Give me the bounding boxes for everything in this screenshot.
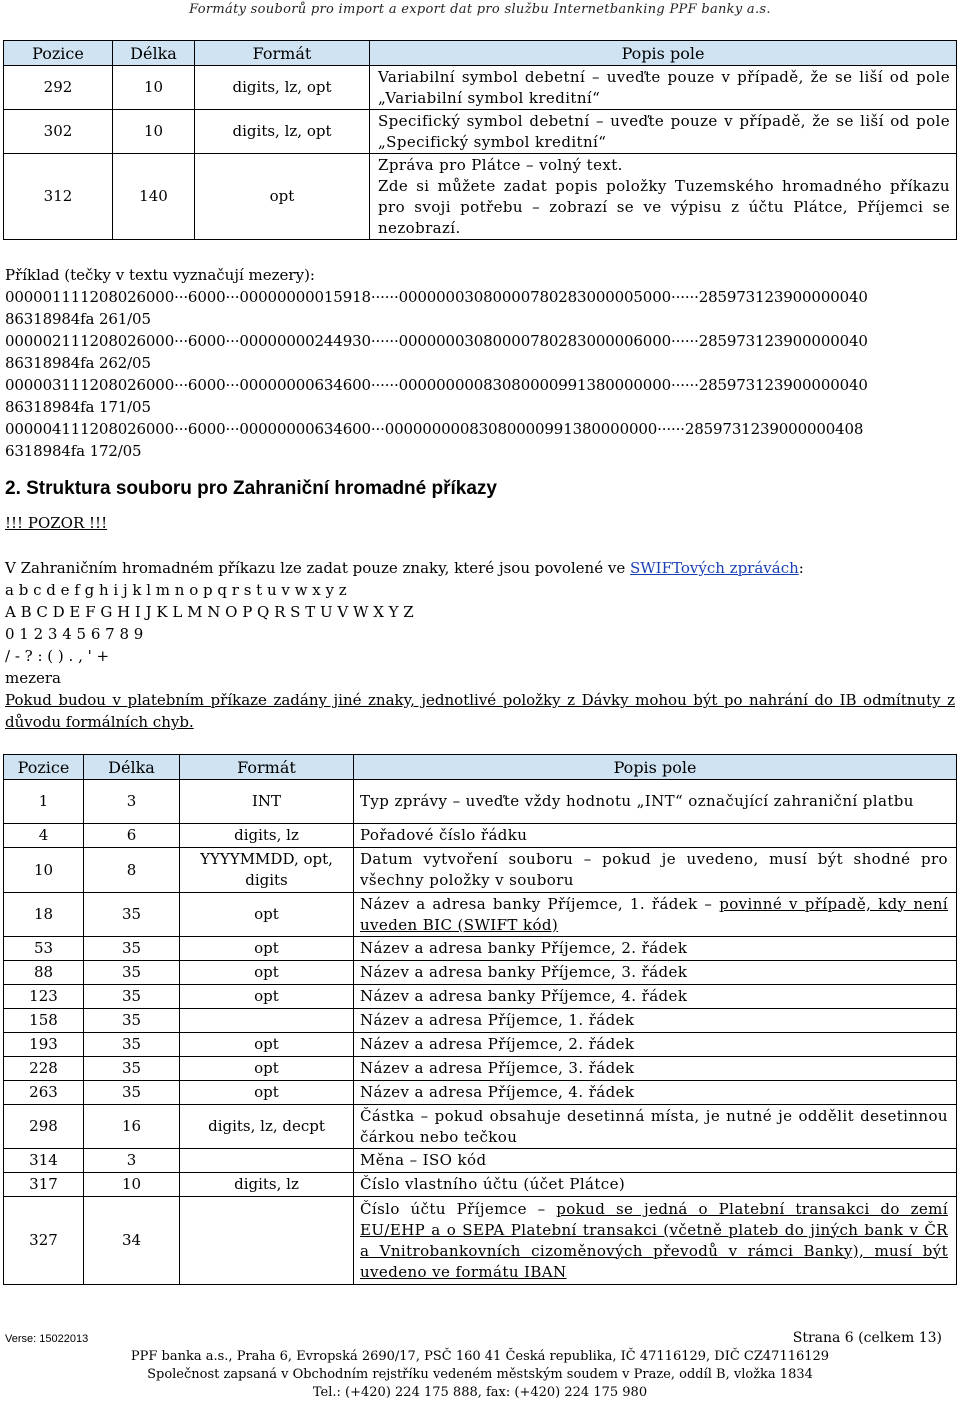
description-text: Název a adresa Příjemce, 3. řádek — [360, 1059, 635, 1077]
cell-format: digits, lz, opt — [195, 110, 370, 154]
cell-format: INT — [180, 780, 354, 824]
description-text: Název a adresa Příjemce, 1. řádek — [360, 1011, 635, 1029]
description-emphasis: pokud se jedná o Platební transakci do zemí EU/EHP a o SEPA Platební transakci (včetně plateb do jiných bank v ČR a Vnitrobankovních cizoměnových převodů v rámci Banky), musí být uvedeno ve formátu IBAN — [360, 1199, 948, 1281]
description-text: Měna – ISO kód — [360, 1151, 487, 1169]
cell-position: 53 — [4, 937, 84, 961]
example-line: 86318984fa 262/05 — [5, 354, 151, 372]
document-version: Verse: 15022013 — [5, 1333, 89, 1345]
cell-position: 228 — [4, 1057, 84, 1081]
col-header-length: Délka — [84, 755, 180, 780]
footer-line: PPF banka a.s., Praha 6, Evropská 2690/17, PSČ 160 41 Česká republika, IČ 47116129, DIČ CZ47116129 — [130, 1349, 830, 1364]
description-text: Název a adresa Příjemce, 4. řádek — [360, 1083, 635, 1101]
domestic-fields-table-continued — [3, 40, 957, 240]
description-line-1: Zpráva pro Plátce – volný text. — [378, 155, 623, 174]
cell-length: 16 — [84, 1105, 180, 1149]
cell-format: opt — [180, 1081, 354, 1105]
description-text: Název a adresa Příjemce, 2. řádek — [360, 1035, 635, 1053]
swift-intro-colon: : — [798, 559, 804, 577]
table-row — [4, 1009, 957, 1033]
cell-description — [354, 1033, 957, 1057]
description-text: Typ zprávy – uveďte vždy hodnotu „INT“ označující zahraniční platbu — [360, 792, 914, 810]
col-header-format: Formát — [195, 41, 370, 66]
cell-length: 8 — [84, 848, 180, 893]
cell-description — [354, 985, 957, 1009]
table-row — [4, 1173, 957, 1197]
cell-format: YYYYMMDD, opt, digits — [180, 848, 354, 893]
cell-length: 35 — [84, 1081, 180, 1105]
rejection-warning: Pokud budou v platebním příkaze zadány jiné znaky, jednotlivé položky z Dávky mohou být po nahrání do IB odmítnuty z důvodu formálních chyb. — [5, 691, 955, 731]
cell-description — [354, 937, 957, 961]
table-header-row — [4, 755, 957, 780]
table-row — [4, 1197, 957, 1285]
table-row — [4, 1057, 957, 1081]
table-header-row — [4, 41, 957, 66]
description-line-2: Zde si můžete zadat popis položky Tuzemského hromadného příkazu pro svoji potřebu – zobrazí se ve výpisu z účtu Plátce, Příjemci se nezobrazí. — [378, 176, 950, 237]
cell-format: opt — [180, 1033, 354, 1057]
cell-format: digits, lz, decpt — [180, 1105, 354, 1149]
cell-position: 4 — [4, 824, 84, 848]
cell-description — [370, 154, 957, 240]
cell-length: 35 — [84, 1057, 180, 1081]
description-text: Datum vytvoření souboru – pokud je uvedeno, musí být shodné pro všechny položky v souboru — [360, 850, 948, 889]
cell-length: 34 — [84, 1197, 180, 1285]
swift-intro-text: V Zahraničním hromadném příkazu lze zadat pouze znaky, které jsou povolené ve — [5, 559, 630, 577]
cell-format: digits, lz — [180, 1173, 354, 1197]
cell-length: 140 — [113, 154, 195, 240]
table-row — [4, 110, 957, 154]
cell-format: opt — [180, 893, 354, 937]
example-line: 86318984fa 171/05 — [5, 398, 151, 416]
description-text: Částka – pokud obsahuje desetinná místa, je nutné je oddělit desetinnou čárkou nebo tečkou — [360, 1106, 948, 1146]
footer-line: Tel.: (+420) 224 175 888, fax: (+420) 224 175 980 — [312, 1385, 648, 1400]
description-text: Název a adresa banky Příjemce, 4. řádek — [360, 987, 688, 1005]
cell-description — [354, 1105, 957, 1149]
example-line: 86318984fa 261/05 — [5, 310, 151, 328]
cell-length: 6 — [84, 824, 180, 848]
cell-format — [180, 1009, 354, 1033]
cell-position: 327 — [4, 1197, 84, 1285]
cell-format: opt — [180, 985, 354, 1009]
col-header-description: Popis pole — [370, 41, 957, 66]
cell-position: 317 — [4, 1173, 84, 1197]
swift-charset-block — [5, 557, 955, 733]
col-header-length: Délka — [113, 41, 195, 66]
table-row — [4, 893, 957, 937]
cell-format: opt — [180, 961, 354, 985]
example-line: 000003111208026000···6000···00000000634600······00000000083080000991380000000······285973123900000040 — [5, 376, 868, 394]
description-emphasis: povinné v případě, kdy není uveden BIC (SWIFT kód) — [360, 894, 948, 934]
cell-position: 302 — [4, 110, 113, 154]
cell-format — [180, 1149, 354, 1173]
description-text: Název a adresa banky Příjemce, 3. řádek — [360, 963, 688, 981]
cell-position: 123 — [4, 985, 84, 1009]
cell-length: 10 — [113, 66, 195, 110]
cell-position: 193 — [4, 1033, 84, 1057]
cell-format: digits, lz, opt — [195, 66, 370, 110]
cell-position: 263 — [4, 1081, 84, 1105]
table-row — [4, 937, 957, 961]
cell-description — [354, 824, 957, 848]
cell-length: 35 — [84, 1009, 180, 1033]
table-row — [4, 985, 957, 1009]
warning-heading: !!! POZOR !!! — [5, 514, 108, 532]
cell-length: 35 — [84, 985, 180, 1009]
cell-description — [354, 961, 957, 985]
cell-description — [354, 780, 957, 824]
table-row — [4, 1033, 957, 1057]
table-row — [4, 848, 957, 893]
description-text: Pořadové číslo řádku — [360, 826, 528, 844]
charset-uppercase: A B C D E F G H I J K L M N O P Q R S T U V W X Y Z — [5, 603, 414, 621]
example-line: 000002111208026000···6000···00000000244930······00000003080000780283000006000······285973123900000040 — [5, 332, 868, 350]
cell-position: 1 — [4, 780, 84, 824]
cell-format — [180, 1197, 354, 1285]
cell-description — [354, 1197, 957, 1285]
cell-position: 312 — [4, 154, 113, 240]
running-header: Formáty souborů pro import a export dat pro službu Internetbanking PPF banky a.s. — [189, 2, 771, 17]
col-header-description: Popis pole — [354, 755, 957, 780]
cell-length: 10 — [113, 110, 195, 154]
table-row — [4, 66, 957, 110]
description-text: Číslo vlastního účtu (účet Plátce) — [360, 1175, 626, 1193]
table-row — [4, 1149, 957, 1173]
table-row — [4, 1081, 957, 1105]
cell-description — [354, 1009, 957, 1033]
cell-description — [354, 1173, 957, 1197]
cell-position: 314 — [4, 1149, 84, 1173]
cell-length: 10 — [84, 1173, 180, 1197]
example-line: 6318984fa 172/05 — [5, 442, 142, 460]
col-header-format: Formát — [180, 755, 354, 780]
swift-messages-link[interactable]: SWIFTových zprávách — [629, 559, 799, 577]
cell-description — [354, 1149, 957, 1173]
table-row — [4, 961, 957, 985]
cell-length: 35 — [84, 893, 180, 937]
cell-description — [354, 1057, 957, 1081]
cell-length: 35 — [84, 961, 180, 985]
cell-description: Variabilní symbol debetní – uveďte pouze v případě, že se liší od pole „Variabilní symbol kreditní“ — [370, 66, 957, 110]
example-block — [5, 264, 955, 462]
example-line: 000001111208026000···6000···00000000015918······00000003080000780283000005000······285973123900000040 — [5, 288, 868, 306]
cell-position: 88 — [4, 961, 84, 985]
cell-position: 18 — [4, 893, 84, 937]
cell-description — [354, 893, 957, 937]
cell-length: 3 — [84, 1149, 180, 1173]
cell-format: opt — [195, 154, 370, 240]
cell-description: Specifický symbol debetní – uveďte pouze v případě, že se liší od pole „Specifický symbol kreditní“ — [370, 110, 957, 154]
table-row — [4, 1105, 957, 1149]
cell-length: 3 — [84, 780, 180, 824]
cell-format: opt — [180, 937, 354, 961]
charset-lowercase: a b c d e f g h i j k l m n o p q r s t u v w x y z — [5, 581, 347, 599]
cell-description — [354, 1081, 957, 1105]
company-footer — [0, 1348, 960, 1402]
cell-position: 292 — [4, 66, 113, 110]
col-header-position: Pozice — [4, 755, 84, 780]
page-number: Strana 6 (celkem 13) — [792, 1330, 942, 1346]
table-row — [4, 780, 957, 824]
foreign-fields-body — [4, 780, 957, 1285]
cell-format: digits, lz — [180, 824, 354, 848]
cell-position: 298 — [4, 1105, 84, 1149]
cell-description — [354, 848, 957, 893]
foreign-fields-table — [3, 754, 957, 1285]
description-text: Název a adresa banky Příjemce, 1. řádek – — [360, 894, 720, 913]
table-row — [4, 824, 957, 848]
example-line: 000004111208026000···6000···00000000634600···00000000083080000991380000000······2859731239000000408 — [5, 420, 864, 438]
table-row — [4, 154, 957, 240]
charset-symbols: / - ? : ( ) . , ' + — [5, 647, 110, 665]
cell-length: 35 — [84, 937, 180, 961]
cell-format: opt — [180, 1057, 354, 1081]
section-2-title: 2. Struktura souboru pro Zahraniční hromadné příkazy — [5, 478, 497, 499]
cell-position: 10 — [4, 848, 84, 893]
cell-length: 35 — [84, 1033, 180, 1057]
description-text: Číslo účtu Příjemce – — [360, 1199, 557, 1218]
description-text: Název a adresa banky Příjemce, 2. řádek — [360, 939, 688, 957]
charset-space: mezera — [5, 669, 61, 687]
swift-intro — [5, 557, 955, 579]
cell-position: 158 — [4, 1009, 84, 1033]
example-title: Příklad (tečky v textu vyznačují mezery): — [5, 266, 315, 284]
col-header-position: Pozice — [4, 41, 113, 66]
footer-line: Společnost zapsaná v Obchodním rejstříku vedeném městským soudem v Praze, oddíl B, vložka 1834 — [147, 1367, 813, 1382]
charset-digits: 0 1 2 3 4 5 6 7 8 9 — [5, 625, 144, 643]
